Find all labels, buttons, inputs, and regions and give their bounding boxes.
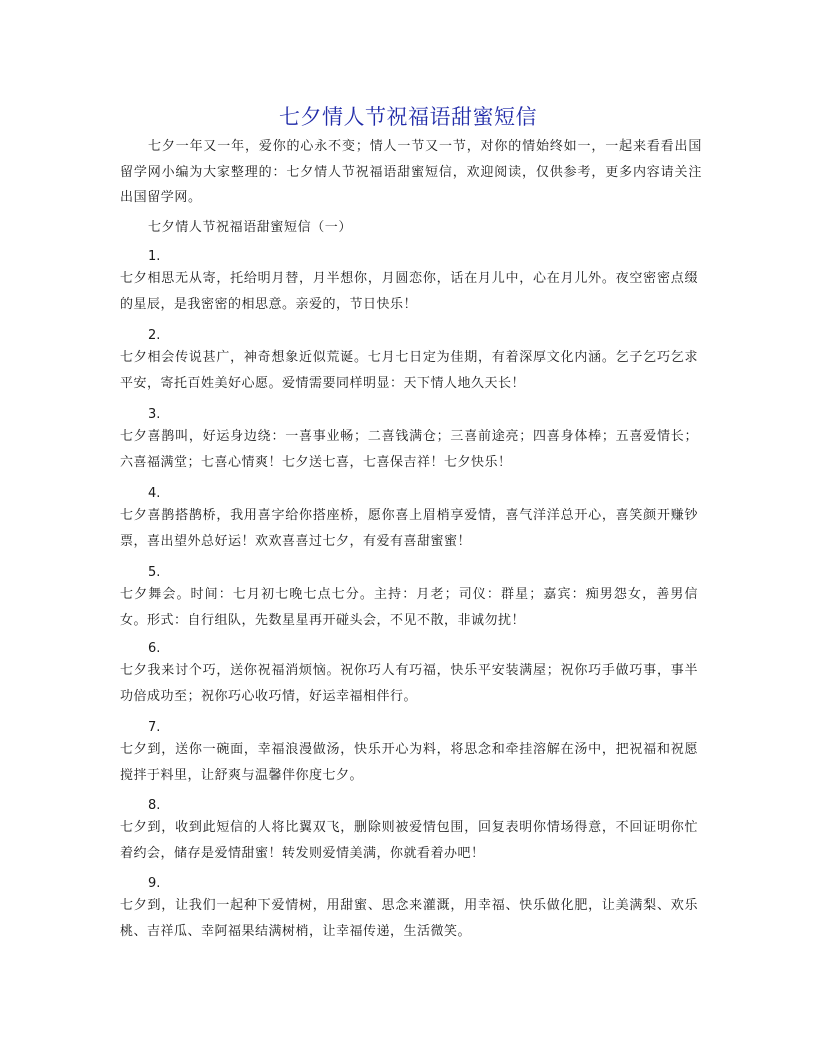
document-title: 七夕情人节祝福语甜蜜短信 (279, 105, 537, 129)
item-number: 8. (148, 798, 161, 813)
item-number: 4. (148, 486, 161, 501)
item-number: 6. (148, 641, 161, 656)
item-number: 1. (148, 249, 161, 264)
item-number: 7. (148, 720, 161, 735)
item-text: 七夕我来讨个巧，送你祝福消烦恼。祝你巧人有巧福，快乐平安装满屋；祝你巧手做巧事，事半功倍成功至；祝你巧心收巧情，好运幸福相伴行。 (120, 663, 698, 704)
item-number: 2. (148, 328, 161, 343)
item-text: 七夕到，送你一碗面，幸福浪漫做汤，快乐开心为料，将思念和牵挂溶解在汤中，把祝福和祝愿搅拌于料里，让舒爽与温馨伴你度七夕。 (120, 742, 698, 783)
item-text: 七夕相会传说甚广，神奇想象近似荒诞。七月七日定为佳期，有着深厚文化内涵。乞子乞巧乞求平安，寄托百姓美好心愿。爱情需要同样明显：天下情人地久天长！ (120, 350, 698, 391)
item-text: 七夕舞会。时间：七月初七晚七点七分。主持：月老；司仪：群星；嘉宾：痴男怨女，善男信女。形式：自行组队，先数星星再开碰头会，不见不散，非诚勿扰！ (120, 587, 698, 628)
item-text: 七夕喜鹊搭鹊桥，我用喜字给你搭座桥，愿你喜上眉梢享爱情，喜气洋洋总开心，喜笑颜开赚钞票，喜出望外总好运！欢欢喜喜过七夕，有爱有喜甜蜜蜜！ (120, 508, 698, 549)
section-subtitle: 七夕情人节祝福语甜蜜短信（一） (148, 220, 353, 235)
item-text: 七夕相思无从寄，托给明月替，月半想你，月圆恋你，话在月儿中，心在月儿外。夜空密密点缀的星辰，是我密密的相思意。亲爱的，节日快乐！ (120, 271, 698, 312)
item-text: 七夕到，收到此短信的人将比翼双飞，删除则被爱情包围，回复表明你情场得意，不回证明你忙着约会，储存是爱情甜蜜！转发则爱情美满，你就看着办吧！ (120, 820, 698, 861)
item-text: 七夕喜鹊叫，好运身边绕：一喜事业畅；二喜钱满仓；三喜前途亮；四喜身体棒；五喜爱情长；六喜福满堂；七喜心情爽！七夕送七喜，七喜保吉祥！七夕快乐！ (120, 429, 698, 470)
intro-paragraph: 七夕一年又一年，爱你的心永不变；情人一节又一节，对你的情始终如一，一起来看看出国留学网小编为大家整理的：七夕情人节祝福语甜蜜短信，欢迎阅读，仅供参考，更多内容请关注出国留学网。 (120, 139, 702, 205)
item-number: 9. (148, 876, 161, 891)
item-number: 5. (148, 565, 161, 580)
item-number: 3. (148, 407, 161, 422)
item-text: 七夕到，让我们一起种下爱情树，用甜蜜、思念来灌溉，用幸福、快乐做化肥，让美满梨、欢乐桃、吉祥瓜、幸阿福果结满树梢，让幸福传递，生活微笑。 (120, 898, 698, 939)
